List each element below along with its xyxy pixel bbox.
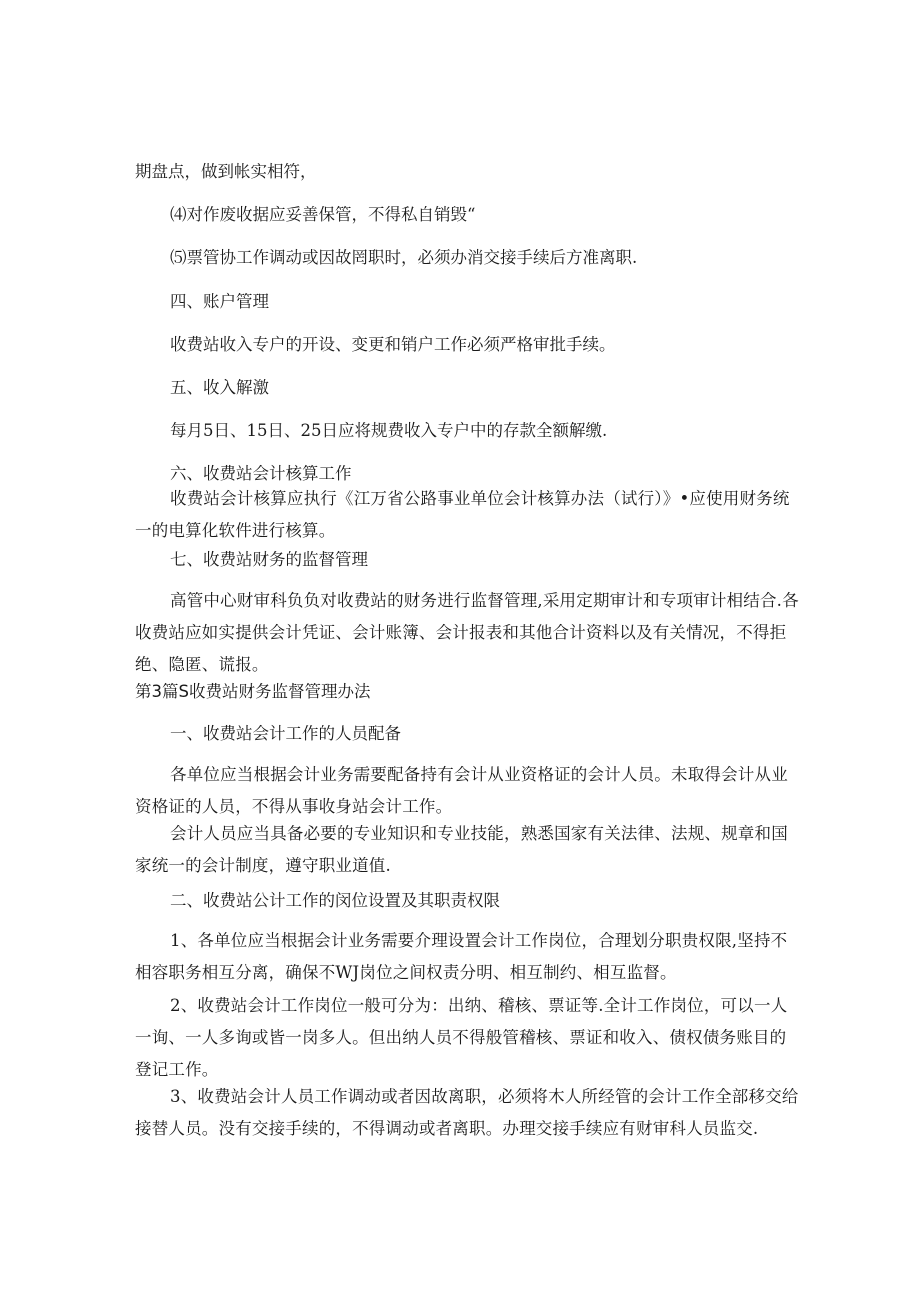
section-heading-income-remittance: 五、收入解激 bbox=[170, 378, 269, 397]
section-heading-accounting-work: 六、收费站会计核算工作 bbox=[170, 464, 352, 483]
section-heading-supervision: 七、收费站财务的监督管理 bbox=[170, 550, 368, 569]
text-line-account-approval: 收费站收入专户的开设、变更和销户工作必须严格审批手续。 bbox=[170, 335, 616, 354]
paragraph-staff-competence: 会计人员应当具备必要的专业知识和专业技能，熟悉国家有关法律、法规、规章和国家统一的会计制度，遵守职业道值. bbox=[135, 824, 788, 875]
section-heading-staffing: 一、收费站会计工作的人员配备 bbox=[170, 724, 401, 743]
text-line-inventory: 期盘点，做到帐实相符， bbox=[135, 162, 317, 181]
paragraph-supervision-audit: 高管中心财审科负负对收费站的财务进行监督管理,采用定期审计和专项审计相结合.各收费站应如实提供会计凭证、会计账簿、会计报表和其他合计资料以及有关情况，不得拒绝、隐匿、谎报。 bbox=[135, 591, 799, 674]
text-line-void-receipts: ⑷对作废收据应妥善保管，不得私自销毁“ bbox=[170, 205, 476, 224]
chapter-title-article-3: 第3篇S收费站财务监督管理办法 bbox=[135, 682, 371, 701]
text-line-ticket-handover: ⑸票管协工作调动或因故罔职时，必须办消交接手续后方准离职. bbox=[170, 248, 638, 267]
paragraph-position-types: 2、收费站会计工作岗位一般可分为：出纳、稽核、票证等.全计工作岗位，可以一人一询、一人多询或皆一岗多人。但出纳人员不得般管稽核、票证和收入、债权债务账目的登记工作。 bbox=[135, 996, 788, 1079]
section-heading-account-management: 四、账户管理 bbox=[170, 292, 269, 311]
paragraph-accounting-rules: 收费站会计核算应执行《江万省公路事业单位会计核算办法（试行）》•应使用财务统一的电算化软件进行核算。 bbox=[135, 489, 790, 540]
text-line-remittance-dates: 每月5日、15日、25日应将规费收入专户中的存款全额解缴. bbox=[170, 421, 608, 440]
paragraph-staffing-qualification: 各单位应当根据会计业务需要配备持有会计从业资格证的会计人员。未取得会计从业资格证的人员，不得从事收身站会计工作。 bbox=[135, 765, 788, 816]
paragraph-handover: 3、收费站会计人员工作调动或者因故离职，必须将木人所经管的会计工作全部移交给接替人员。没有交接手续的，不得调动或者离职。办理交接手续应有财审科人员监交. bbox=[135, 1087, 799, 1138]
paragraph-position-setup: 1、各单位应当根据会计业务需要介理设置会计工作岗位，合理划分职贵权限,坚持不相容职务相互分离，确保不WJ岗位之间权责分明、相互制约、相互监督。 bbox=[135, 931, 788, 982]
section-heading-positions: 二、收费站公计工作的闵位设置及其职责权限 bbox=[170, 891, 500, 910]
